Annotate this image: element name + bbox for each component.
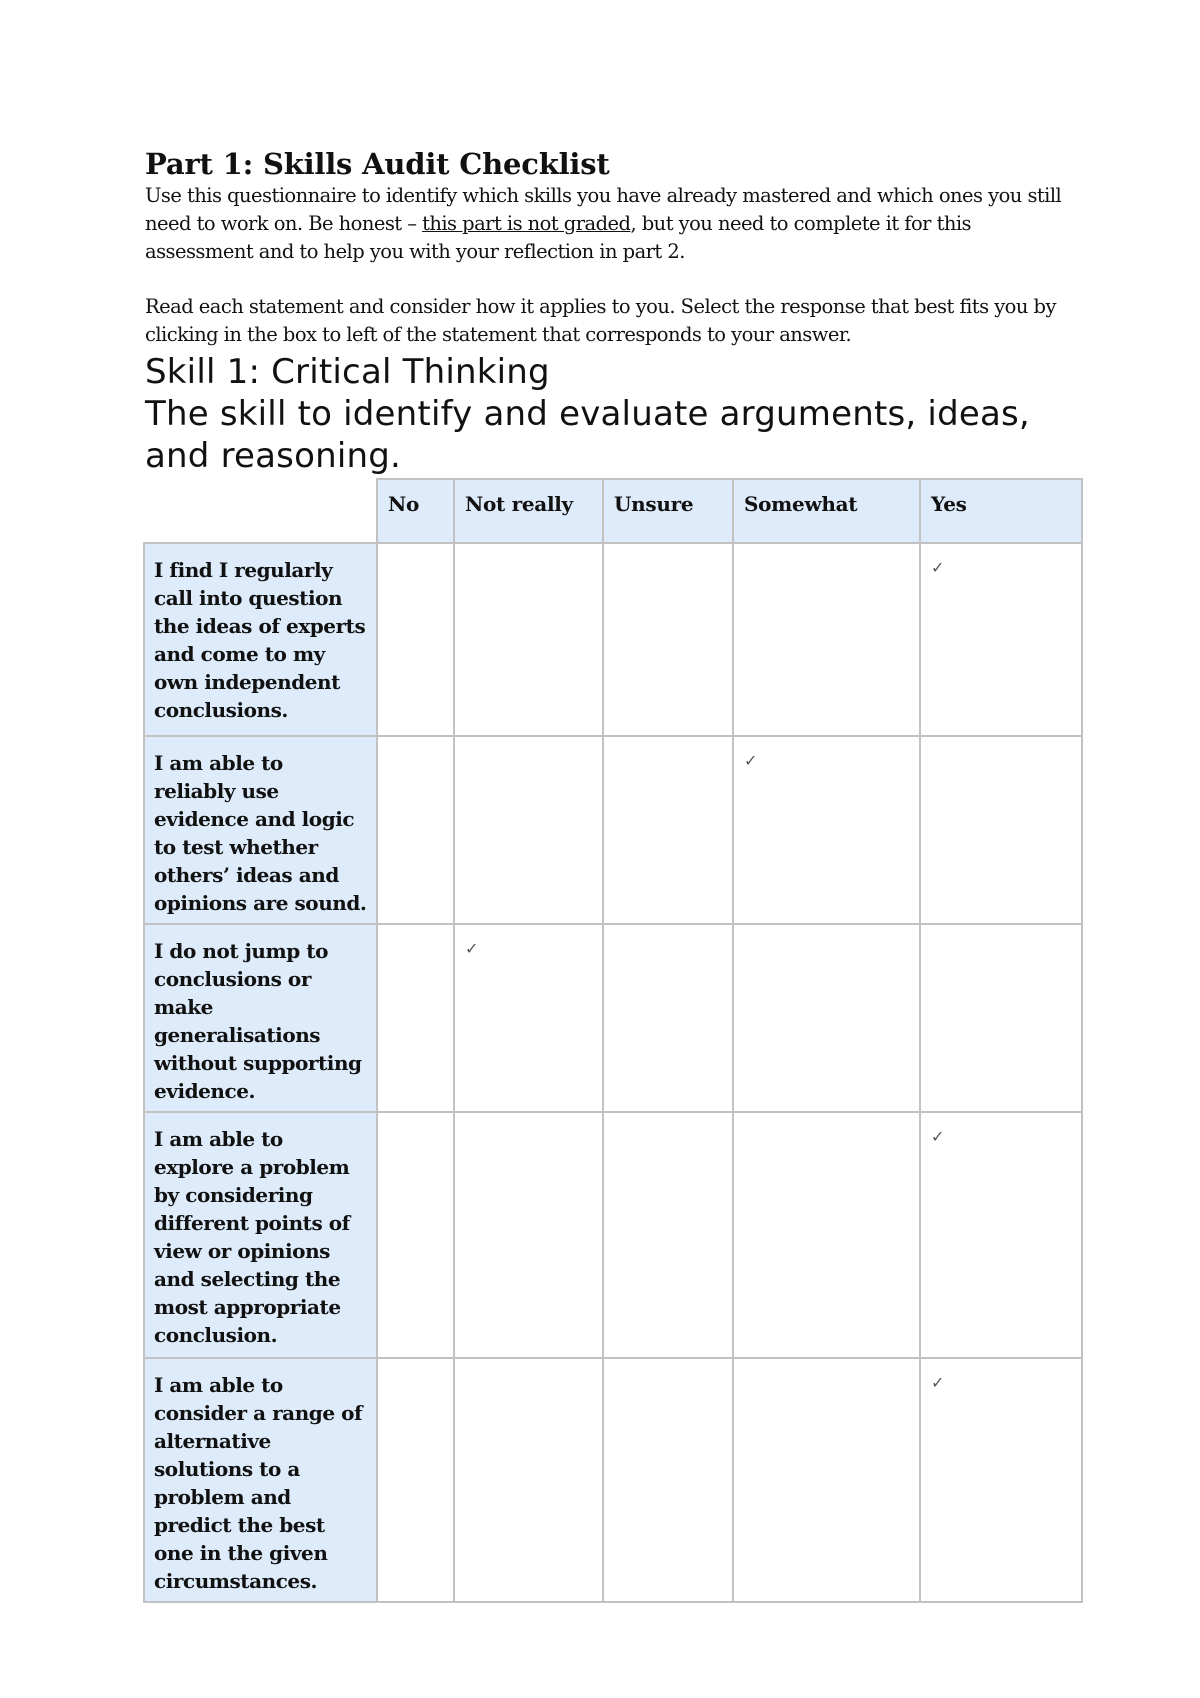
response-checkbox[interactable] — [920, 736, 1082, 924]
response-checkbox[interactable] — [377, 543, 454, 736]
response-checkbox[interactable] — [733, 736, 920, 924]
response-checkbox[interactable] — [603, 543, 733, 736]
response-checkbox[interactable] — [377, 924, 454, 1112]
table-row — [144, 543, 1082, 736]
skill-heading: Skill 1: Critical Thinking — [145, 352, 550, 392]
header-blank-cell — [144, 479, 377, 543]
response-checkbox[interactable] — [377, 736, 454, 924]
response-checkbox[interactable] — [603, 736, 733, 924]
table-header-row — [144, 479, 1082, 543]
statement-cell: I find I regularly call into question the ideas of experts and come to my own independent conclusions. — [144, 543, 377, 736]
table-row — [144, 1112, 1082, 1358]
response-checkbox[interactable] — [733, 1112, 920, 1358]
check-mark-icon: ✓ — [465, 939, 479, 958]
column-header-unsure: Unsure — [603, 479, 733, 543]
column-header-yes: Yes — [920, 479, 1082, 543]
response-checkbox[interactable] — [603, 1358, 733, 1602]
check-mark-icon: ✓ — [931, 558, 945, 577]
intro-text-start: Use this questionnaire to identify which skills you have already mastered and which ones you still need to work on. Be honest – — [145, 184, 1062, 235]
response-checkbox[interactable] — [603, 924, 733, 1112]
intro-paragraph — [145, 182, 1080, 266]
response-checkbox[interactable] — [920, 543, 1082, 736]
response-checkbox[interactable] — [454, 1358, 603, 1602]
response-checkbox[interactable] — [920, 1112, 1082, 1358]
column-header-no: No — [377, 479, 454, 543]
response-checkbox[interactable] — [733, 1358, 920, 1602]
response-checkbox[interactable] — [733, 543, 920, 736]
response-checkbox[interactable] — [377, 1358, 454, 1602]
response-checkbox[interactable] — [454, 924, 603, 1112]
table-row — [144, 924, 1082, 1112]
check-mark-icon: ✓ — [931, 1127, 945, 1146]
part-title: Part 1: Skills Audit Checklist — [145, 147, 610, 181]
statement-cell: I am able to consider a range of alternative solutions to a problem and predict the best one in the given circumstances. — [144, 1358, 377, 1602]
response-checkbox[interactable] — [454, 736, 603, 924]
column-header-somewhat: Somewhat — [733, 479, 920, 543]
skills-audit-table — [143, 478, 1083, 1603]
column-header-not-really: Not really — [454, 479, 603, 543]
statement-cell: I am able to explore a problem by considering different points of view or opinions and selecting the most appropriate conclusion. — [144, 1112, 377, 1358]
instructions-paragraph: Read each statement and consider how it applies to you. Select the response that best fits you by clicking in the box to left of the statement that corresponds to your answer. — [145, 295, 1056, 346]
intro-text-end: , but you need to complete it for this assessment and to help you with your reflection in part 2. — [145, 212, 972, 263]
response-checkbox[interactable] — [454, 1112, 603, 1358]
statement-cell: I am able to reliably use evidence and logic to test whether others’ ideas and opinions are sound. — [144, 736, 377, 924]
skill-description: The skill to identify and evaluate arguments, ideas, and reasoning. — [145, 394, 1030, 476]
response-checkbox[interactable] — [377, 1112, 454, 1358]
statement-cell: I do not jump to conclusions or make generalisations without supporting evidence. — [144, 924, 377, 1112]
not-graded-note: this part is not graded — [422, 212, 631, 235]
document-body — [145, 146, 1080, 477]
check-mark-icon: ✓ — [931, 1373, 945, 1392]
paragraph-spacer — [145, 266, 1080, 293]
response-checkbox[interactable] — [920, 924, 1082, 1112]
table-row — [144, 736, 1082, 924]
response-checkbox[interactable] — [920, 1358, 1082, 1602]
table-row — [144, 1358, 1082, 1602]
response-checkbox[interactable] — [733, 924, 920, 1112]
response-checkbox[interactable] — [454, 543, 603, 736]
check-mark-icon: ✓ — [744, 751, 758, 770]
response-checkbox[interactable] — [603, 1112, 733, 1358]
